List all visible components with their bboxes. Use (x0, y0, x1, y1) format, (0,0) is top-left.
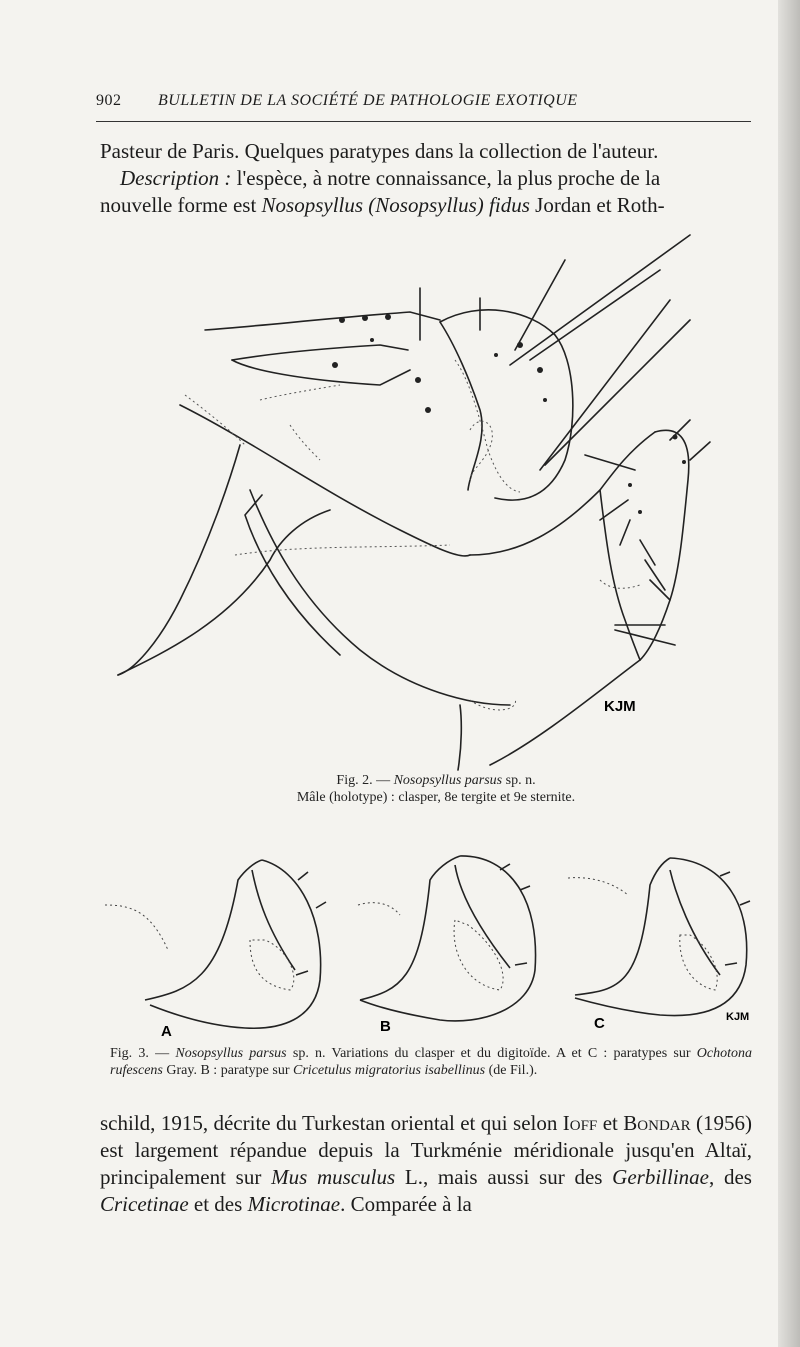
text-line-3-start: nouvelle forme est (100, 193, 262, 217)
journal-title: BULLETIN DE LA SOCIÉTÉ DE PATHOLOGIE EXOTIQUE (158, 92, 578, 109)
text-run: (1956) est largement répandue depuis la Turkménie méridionale jusqu'en Altaï, principalement sur (100, 1111, 753, 1189)
caption-prefix: Fig. 2. — (336, 773, 394, 788)
page-number: 902 (96, 92, 122, 109)
caption-species: Nosopsyllus parsus (393, 773, 503, 788)
text-run: . Comparée à la (340, 1192, 472, 1216)
figure-3-label-a: A (161, 1023, 172, 1040)
figure-3-label-b: B (380, 1018, 391, 1035)
caption-prefix: Fig. 3. — (110, 1046, 176, 1061)
caption-text: sp. n. Variations du clasper et du digitoïde. A et C : paratypes sur (286, 1046, 697, 1061)
text-run: et (597, 1111, 624, 1135)
subfamily-cricetinae: Cricetinae (100, 1192, 189, 1216)
author-bondar: Bondar (623, 1111, 691, 1135)
subfamily-gerbillinae: Gerbillinae (612, 1165, 709, 1189)
description-label: Description : (120, 166, 232, 190)
text-line-3-end: Jordan et Roth- (529, 193, 665, 217)
species-name: Nosopsyllus (Nosopsyllus) fidus (261, 193, 530, 217)
text-run: L., mais aussi sur des (395, 1165, 613, 1189)
subfamily-microtinae: Microtinae (247, 1192, 341, 1216)
caption-host-1: Ochotona rufescens (110, 1046, 752, 1078)
text-line-2: l'espèce, à notre connaissance, la plus proche de la (231, 166, 661, 190)
text-line-1: Pasteur de Paris. Quelques paratypes dans la collection de l'auteur. (100, 139, 659, 163)
paragraph-text (100, 1110, 752, 1218)
figure-2-signature: KJM (604, 698, 636, 715)
text-run: et des (188, 1192, 248, 1216)
clasper-a-outline (145, 860, 262, 1000)
author-ioff: Ioff (562, 1111, 598, 1135)
text-run: , des (709, 1165, 752, 1189)
caption-species: Nosopsyllus parsus (175, 1046, 287, 1061)
clasper-b-outline (360, 856, 460, 1000)
caption-line-2: Mâle (holotype) : clasper, 8e tergite et 9e sternite. (296, 790, 576, 805)
caption-end: (de Fil.). (485, 1063, 538, 1078)
figure-3-signature: KJM (726, 1011, 750, 1023)
host-name: Mus musculus (271, 1165, 396, 1189)
caption-host-2: Cricetulus migratorius isabellinus (293, 1063, 486, 1078)
bottom-paragraph (100, 1110, 752, 1218)
text-run: schild, 1915, décrite du Turkestan oriental et qui selon (100, 1111, 563, 1135)
caption-suffix: sp. n. (502, 773, 536, 788)
caption-text-2: Gray. B : paratype sur (162, 1063, 293, 1078)
figure-3-label-c: C (594, 1015, 605, 1032)
figure-3-caption (110, 1045, 752, 1079)
